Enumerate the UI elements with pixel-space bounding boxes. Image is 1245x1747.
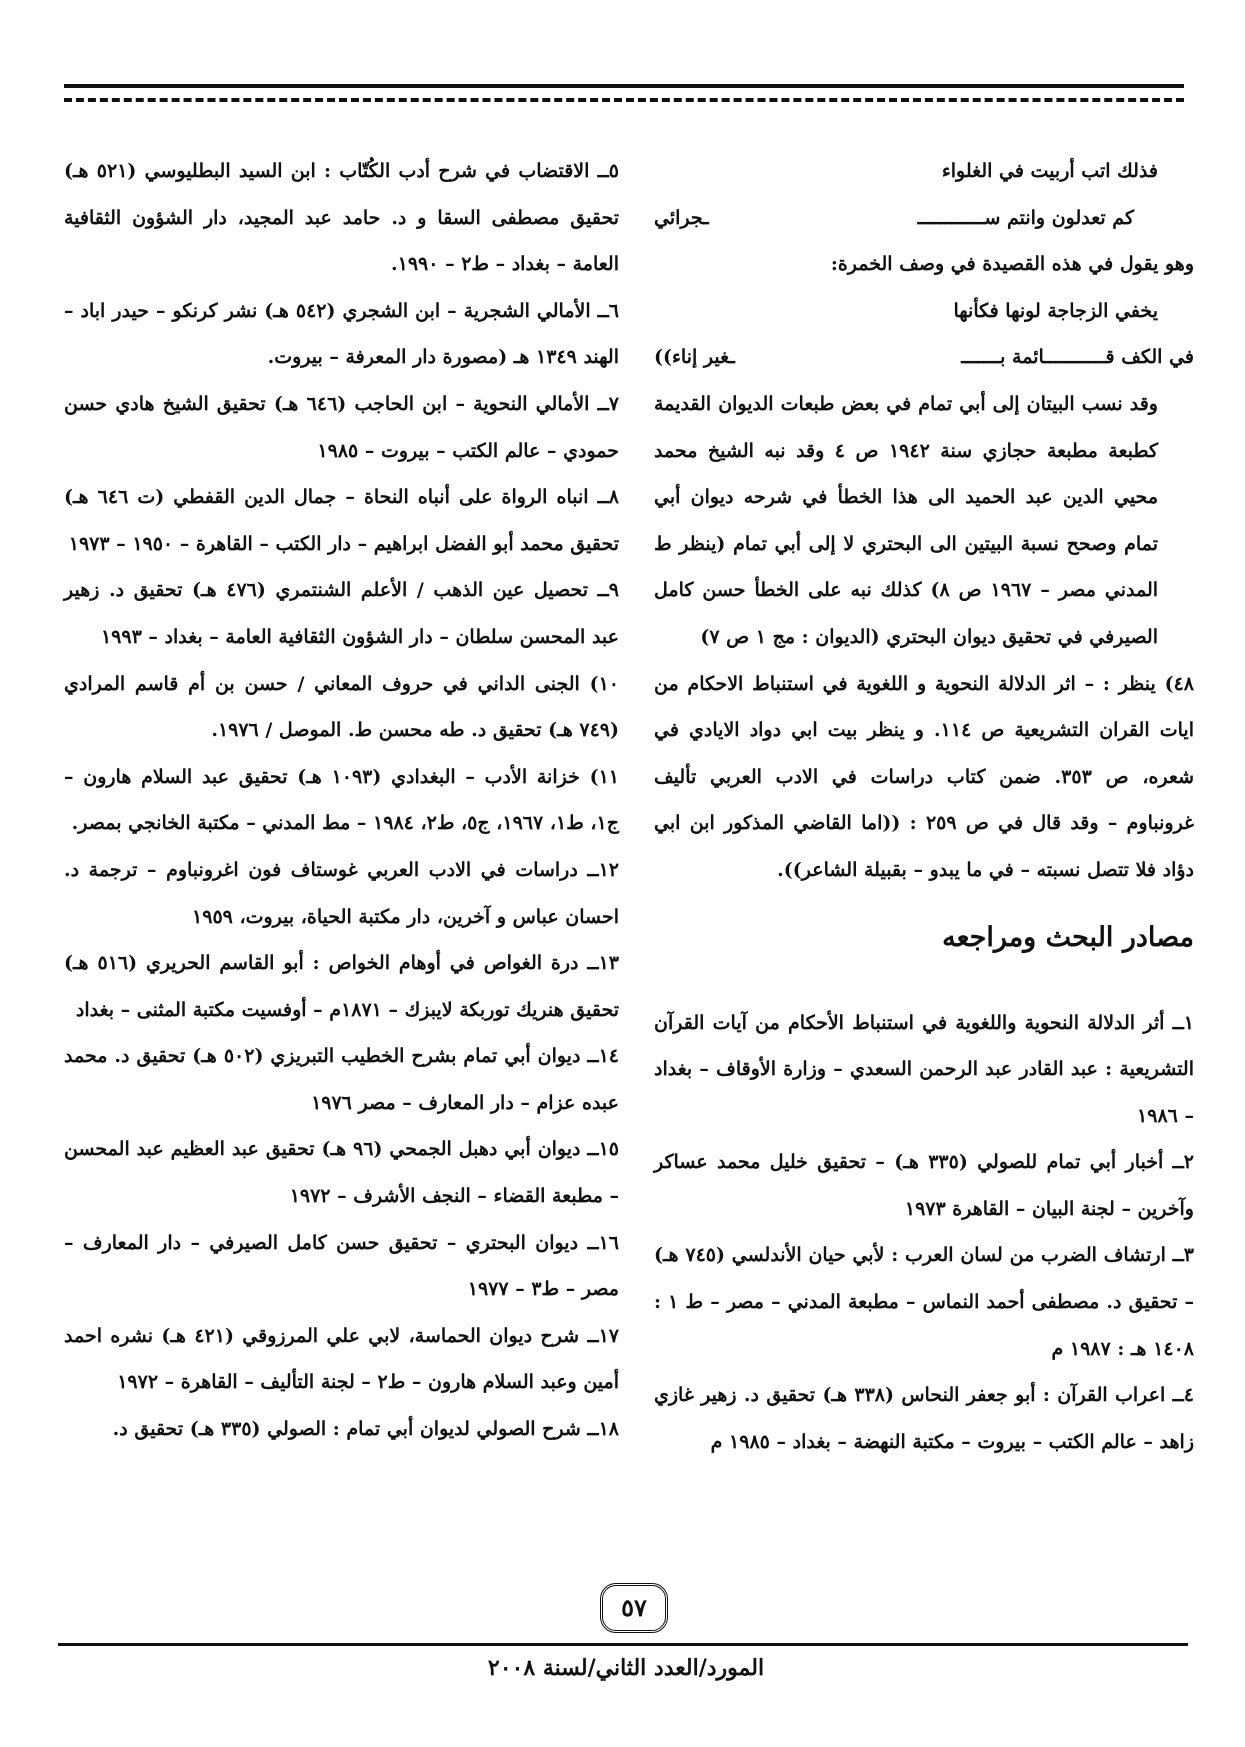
reference-item: ١٥ــ ديوان أبي دهبل الجمحي (٩٦ هـ) تحقيق عبد العظيم عبد المحسن – مطبعة القضاء – النجف الأشرف – ١٩٧٢ — [64, 1138, 619, 1208]
page-number: ٥٧ — [600, 1583, 668, 1633]
reference-item: ٧ــ الأمالي النحوية – ابن الحاجب (٦٤٦ هـ) تحقيق الشيخ هادي حسن حمودي – عالم الكتب – بيروت – ١٩٨٥ — [64, 392, 619, 462]
note-paragraph: وقد نسب البيتان إلى أبي تمام في بعض طبعات الديوان القديمة كطبعة مطبعة حجازي سنة ١٩٤٢ ص ٤ وقد نبه الشيخ محمد محيي الدين عبد الحميد الى هذا الخطأ في شرحه ديوان أبي تمام وصحح نسبة البيتين الى البحتري لا إلى أبي تمام (ينظر ط المدني مصر – ١٩٦٧ ص ٨) كذلك نبه على الخطأ حسن كامل الصيرفي في تحقيق ديوان البحتري (الديوان : مج ١ ص ٧) — [654, 392, 1159, 648]
reference-item: ١٣ــ درة الغواص في أوهام الخواص : أبو القاسم الحريري (٥١٦ هـ) تحقيق هنريك توربكة لايبزك – ١٨٧١م – أوفسيت مكتبة المثنى – بغداد — [64, 952, 619, 1021]
reference-item: ١١) خزانة الأدب – البغدادي (١٠٩٣ هـ) تحقيق عبد السلام هارون – ج١، ط١، ١٩٦٧، ج٥، ط٢، ١٩٨٤ – مط المدني – مكتبة الخانجي بمصر. — [64, 765, 620, 835]
reference-item: ٤ــ اعراب القرآن : أبو جعفر النحاس (٣٣٨ هـ) تحقيق د. زهير غازي زاهد – عالم الكتب – بيروت – مكتبة النهضة – بغداد – ١٩٨٥ م — [654, 1384, 1194, 1453]
reference-item: ١٨ــ شرح الصولي لديوان أبي تمام : الصولي (٣٣٥ هـ) تحقيق د. — [112, 1418, 619, 1441]
poem-intro: فذلك اتب أربيت في الغلواء — [941, 160, 1158, 182]
right-column — [654, 148, 1194, 1465]
reference-item: ١٦ــ ديوان البحتري – تحقيق حسن كامل الصيرفي – دار المعارف – مصر – ط٣ – ١٩٧٧ — [64, 1231, 619, 1301]
reference-item: ١ــ أثر الدلالة النحوية واللغوية في استنباط الأحكام من آيات القرآن التشريعية : عبد القادر عبد الرحمن السعدي – وزارة الأوقاف – بغداد – ١٩٨٦ — [654, 1011, 1194, 1127]
reference-item: ١٧ــ شرح ديوان الحماسة، لابي علي المرزوقي (٤٢١ هـ) نشره احمد أمين وعبد السلام هارون – ط٢ – لجنة التأليف – القاهرة – ١٩٧٢ — [64, 1324, 620, 1394]
khamra-verse-1: يخفي الزجاجة لونها فكأنها — [953, 299, 1158, 322]
khamra-verse-2-first-half: في الكف قـــــــــــائمة بـــــــ — [961, 346, 1194, 369]
poem-line — [654, 195, 1194, 242]
reference-item: ٣ــ ارتشاف الضرب من لسان العرب : لأبي حيان الأندلسي (٧٤٥ هـ) – تحقيق د. مصطفى أحمد النماس – مطبعة المدني – مصر – ط ١ : ١٤٠٨ هـ : ١٩٨٧ م — [654, 1244, 1194, 1360]
top-dashed-rule — [64, 98, 1184, 102]
poem-line-first-half: كم تعدلون وانتم ســــــــــــ — [917, 206, 1134, 229]
poem-line-second-half: ـجرائي — [654, 206, 709, 229]
reference-item: ١٢ــ دراسات في الادب العربي غوستاف فون اغرونباوم – ترجمة د. احسان عباس و آخرين، دار مكتبة الحياة، بيروت، ١٩٥٩ — [64, 858, 619, 928]
reference-item: ١٤ــ ديوان أبي تمام بشرح الخطيب التبريزي (٥٠٢ هـ) تحقيق د. محمد عبده عزام – دار المعارف – مصر ١٩٧٦ — [64, 1045, 619, 1114]
khamra-intro: وهو يقول في هذه القصيدة في وصف الخمرة: — [830, 253, 1194, 276]
reference-item: ١٠) الجنى الداني في حروف المعاني / حسن بن أم قاسم المرادي (٧٤٩ هـ) تحقيق د. طه محسن ط. الموصل / ١٩٧٦. — [64, 672, 619, 742]
top-rule — [64, 84, 1184, 88]
bottom-rule — [58, 1643, 1188, 1646]
reference-item: ٨ــ انباه الرواة على أنباه النحاة – جمال الدين القفطي (ت ٦٤٦ هـ) تحقيق محمد أبو الفضل ابراهيم – دار الكتب – القاهرة – ١٩٥٠ – ١٩٧٣ — [64, 486, 619, 555]
left-column — [64, 148, 619, 1453]
reference-item: ٩ــ تحصيل عين الذهب / الأعلم الشنتمري (٤٧٦ هـ) تحقيق د. زهير عبد المحسن سلطان – دار الشؤون الثقافية العامة – بغداد – ١٩٩٣ — [64, 579, 619, 648]
reference-item: ٦ــ الأمالي الشجرية – ابن الشجري (٥٤٢ هـ) نشر كرنكو – حيدر اباد – الهند ١٣٤٩ هـ (مصورة دار المعرفة – بيروت. — [64, 299, 619, 369]
journal-footer: المورد/العدد الثاني/لسنة ٢٠٠٨ — [487, 1655, 765, 1681]
section-title: مصادر البحث ومراجعه — [942, 921, 1194, 953]
reference-item: ٥ــ الاقتضاب في شرح أدب الكُتّاب : ابن السيد البطليوسي (٥٢١ هـ) تحقيق مصطفى السقا و د. حامد عبد المجيد، دار الشؤون الثقافية العامة – بغداد – ط٢ – ١٩٩٠. — [64, 160, 619, 276]
khamra-verse-2-second-half: ـغير إناء)) — [654, 346, 735, 369]
khamra-verse-2 — [654, 334, 1194, 381]
footnote-48: ٤٨) ينظر : – اثر الدلالة النحوية و اللغوية في استنباط الاحكام من ايات القران التشريعية ص ١١٤. و ينظر بيت ابي دواد الايادي في شعره، ص ٣٥٣. ضمن كتاب دراسات في الادب العربي تأليف غرونباوم – وقد قال في ص ٢٥٩ : ((اما القاضي المذكور ابن ابي دؤاد فلا تتصل نسبته – في ما يبدو – بقبيلة الشاعر)). — [654, 672, 1194, 881]
reference-item: ٢ــ أخبار أبي تمام للصولي (٣٣٥ هـ) – تحقيق خليل محمد عساكر وآخرين – لجنة البيان – القاهرة ١٩٧٣ — [654, 1151, 1194, 1220]
